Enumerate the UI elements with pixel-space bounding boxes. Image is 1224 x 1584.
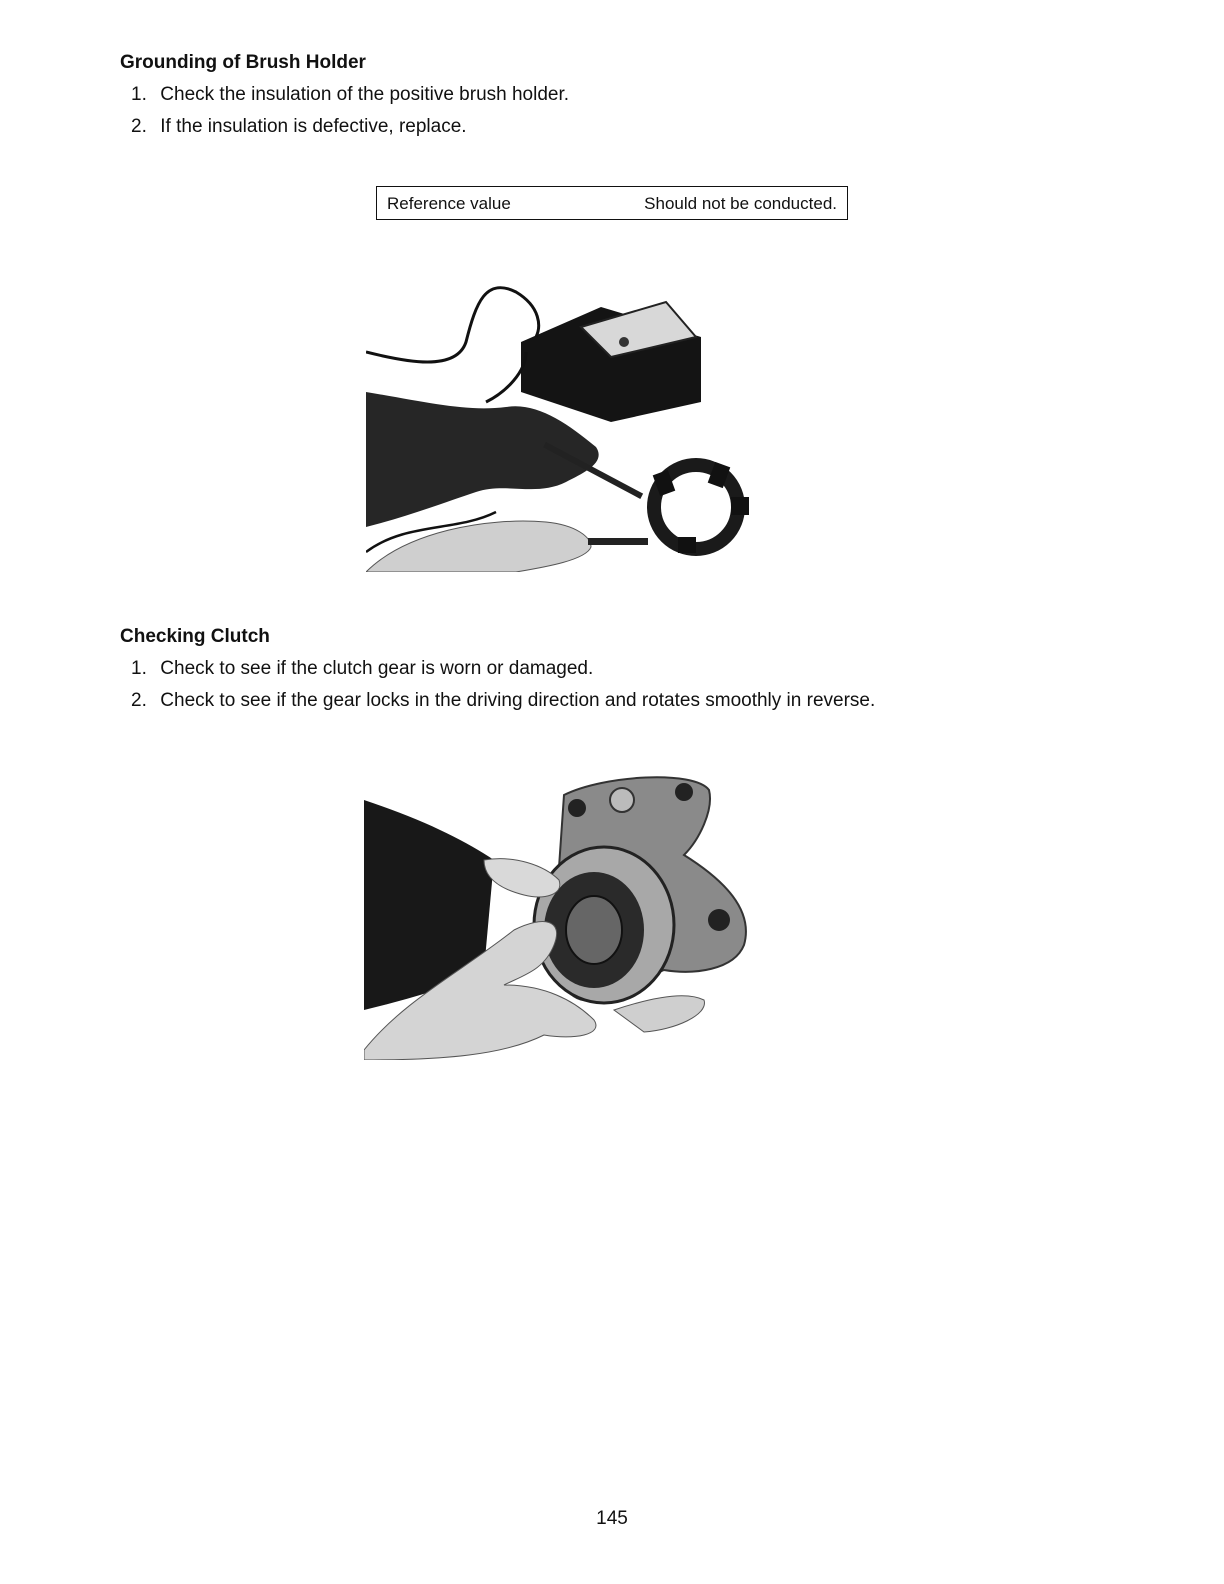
reference-value: Should not be conducted. [644, 194, 837, 213]
step-number: 2. [131, 116, 147, 137]
step-text: Check to see if the clutch gear is worn or damaged. [160, 658, 594, 679]
section-heading-checking-clutch: Checking Clutch [120, 626, 270, 647]
page-number: 145 [596, 1508, 628, 1529]
step-text: If the insulation is defective, replace. [160, 116, 467, 137]
reference-value-box [376, 186, 848, 220]
step-number: 1. [131, 84, 147, 105]
section-heading-brush-holder: Grounding of Brush Holder [120, 52, 366, 73]
step-text: Check to see if the gear locks in the driving direction and rotates smoothly in reverse. [160, 690, 876, 711]
step-1 [131, 658, 593, 680]
clutch-check-photo [364, 770, 764, 1060]
step-text: Check the insulation of the positive brush holder. [160, 84, 570, 105]
brush-holder-test-photo [366, 282, 766, 572]
step-number: 2. [131, 690, 147, 711]
reference-label: Reference value [387, 194, 511, 213]
step-1 [131, 84, 569, 106]
step-number: 1. [131, 658, 147, 679]
step-2 [131, 116, 467, 138]
step-2 [131, 690, 875, 712]
